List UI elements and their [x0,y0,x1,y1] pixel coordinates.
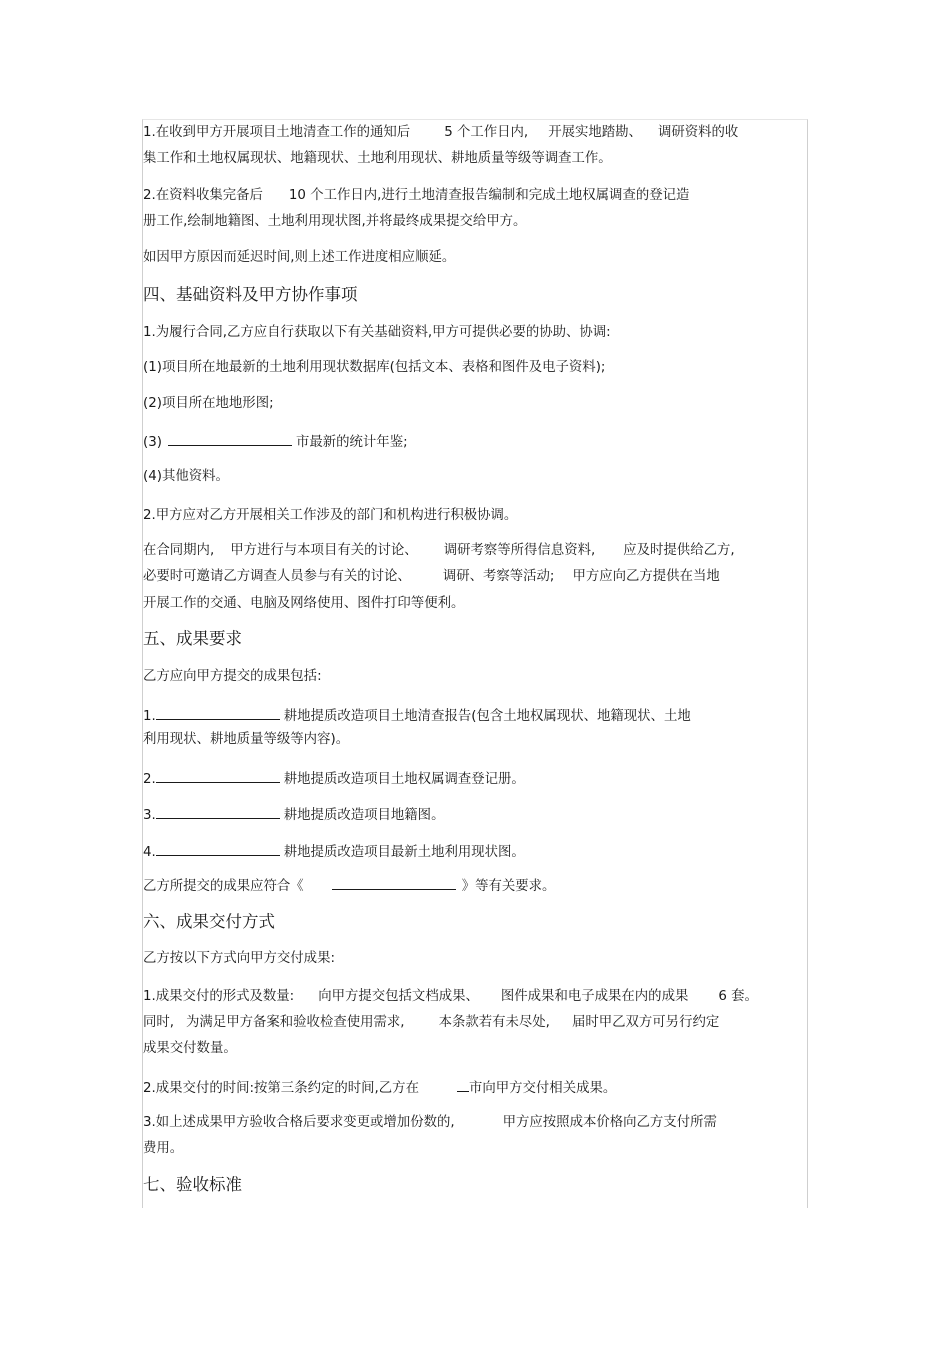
sec4-para3-line1: 在合同期内, 甲方进行与本项目有关的讨论、 调研考察等所得信息资料, 应及时提供给乙方, [143,543,735,558]
blank-standard[interactable] [332,876,456,890]
sec6-para3-line1: 3.如上述成果甲方验收合格后要求变更或增加份数的, 甲方应按照成本价格向乙方支付所需 [143,1115,717,1130]
blank-city-yearbook[interactable] [168,432,292,446]
sec5-intro: 乙方应向甲方提交的成果包括: [143,669,322,684]
sec4-para2: 2.甲方应对乙方开展相关工作涉及的部门和机构进行积极协调。 [143,508,518,523]
sec3-para1-line2: 集工作和土地权属现状、地籍现状、土地利用现状、耕地质量等级等调查工作。 [143,151,612,166]
sec5-result2: 2. 耕地提质改造项目土地权属调查登记册。 [143,769,525,789]
sec4-item1: (1)项目所在地最新的土地利用现状数据库(包括文本、表格和图件及电子资料); [143,360,606,375]
sec5-result4: 4. 耕地提质改造项目最新土地利用现状图。 [143,842,525,862]
sec5-standard: 乙方所提交的成果应符合《 》等有关要求。 [143,876,555,896]
sec5-result3: 3. 耕地提质改造项目地籍图。 [143,805,444,825]
sec3-para2-line1: 2.在资料收集完备后 10 个工作日内,进行土地清查报告编制和完成土地权属调查的登记造 [143,188,690,203]
page-frame [142,119,808,1208]
sec6-heading: 六、成果交付方式 [143,912,275,931]
sec4-para1: 1.为履行合同,乙方应自行获取以下有关基础资料,甲方可提供必要的协助、协调: [143,325,611,340]
sec5-result1-line2: 利用现状、耕地质量等级等内容)。 [143,732,350,747]
sec6-para3-line2: 费用。 [143,1141,184,1156]
sec6-intro: 乙方按以下方式向甲方交付成果: [143,951,335,966]
sec5-result1-line1: 1. 耕地提质改造项目土地清查报告(包含土地权属现状、地籍现状、土地 [143,706,691,726]
sec3-para1-line1: 1.在收到甲方开展项目土地清查工作的通知后 5 个工作日内, 开展实地踏勘、 调研资料的收 [143,125,739,140]
blank-delivery-city[interactable] [457,1078,469,1092]
blank-result3[interactable] [156,805,280,819]
sec6-para1-line3: 成果交付数量。 [143,1041,237,1056]
sec6-para1-line1: 1.成果交付的形式及数量: 向甲方提交包括文档成果、 图件成果和电子成果在内的成果 6 套。 [143,989,758,1004]
sec4-item3: (3) 市最新的统计年鉴; [143,432,408,452]
sec3-para2-line2: 册工作,绘制地籍图、土地利用现状图,并将最终成果提交给甲方。 [143,214,527,229]
sec4-para3-line3: 开展工作的交通、电脑及网络使用、图件打印等便利。 [143,596,465,611]
sec4-heading: 四、基础资料及甲方协作事项 [143,285,358,304]
sec4-para3-line2: 必要时可邀请乙方调查人员参与有关的讨论、 调研、考察等活动; 甲方应向乙方提供在当地 [143,569,720,584]
sec6-para1-line2: 同时, 为满足甲方备案和验收检查使用需求, 本条款若有未尽处, 届时甲乙双方可另行约定 [143,1015,720,1030]
sec5-heading: 五、成果要求 [143,629,242,648]
blank-result4[interactable] [156,842,280,856]
sec4-item2: (2)项目所在地地形图; [143,396,274,411]
sec3-para3: 如因甲方原因而延迟时间,则上述工作进度相应顺延。 [143,250,456,265]
sec6-para2: 2.成果交付的时间:按第三条约定的时间,乙方在 市向甲方交付相关成果。 [143,1078,616,1098]
blank-result2[interactable] [156,769,280,783]
blank-result1[interactable] [156,706,280,720]
sec7-heading: 七、验收标准 [143,1175,242,1194]
sec4-item4: (4)其他资料。 [143,469,229,484]
